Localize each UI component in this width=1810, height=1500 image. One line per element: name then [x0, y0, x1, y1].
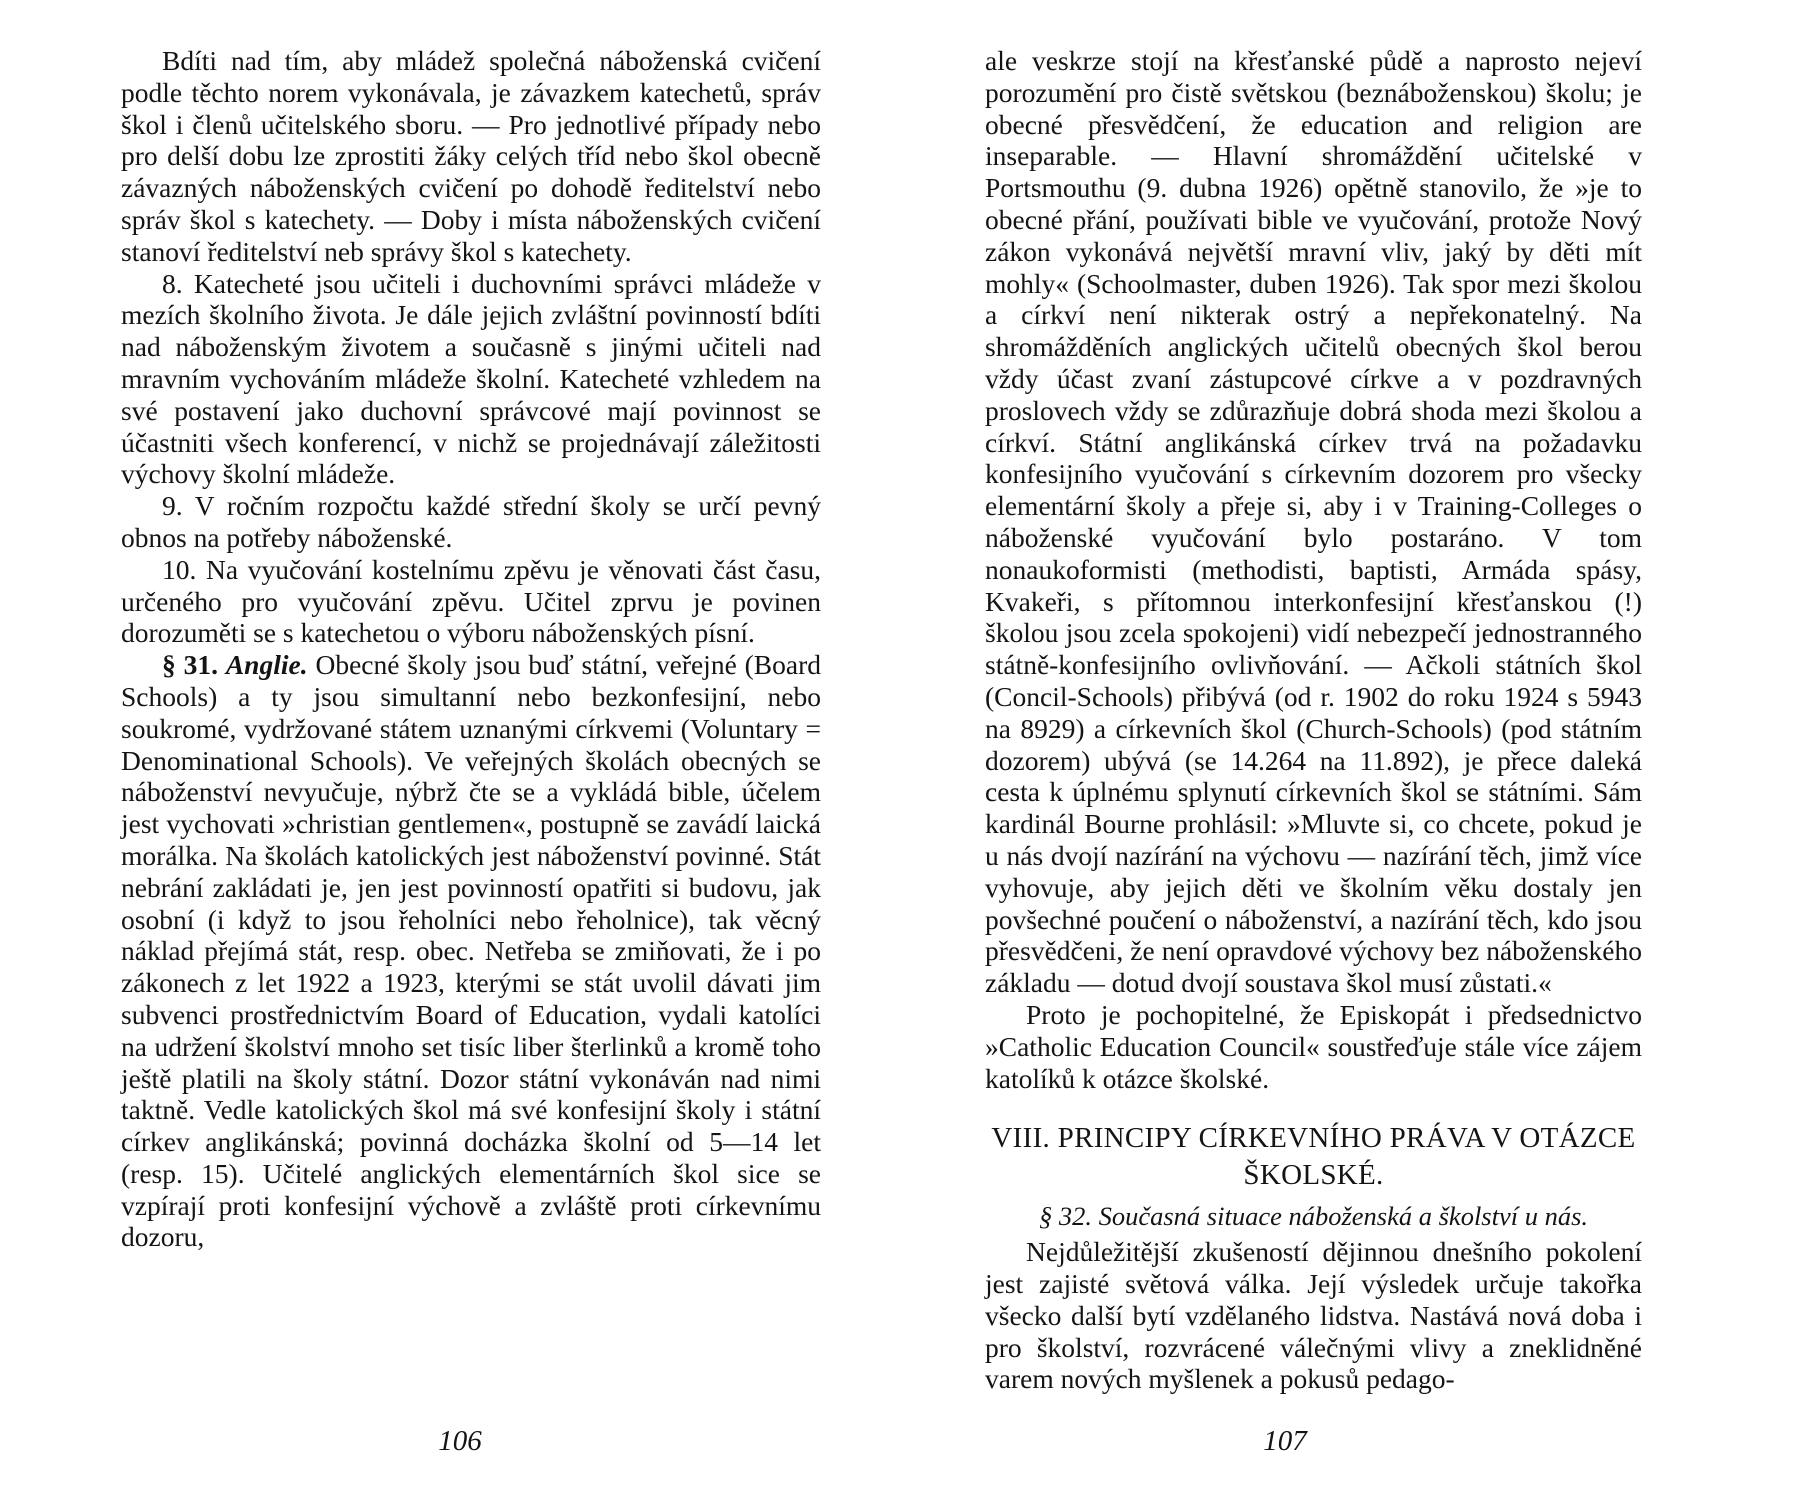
left-paragraph-4: 10. Na vyučování kostelnímu zpěvu je věnovati část času, určeného pro vyučování zpěvu. Učitel zprvu je povinen dorozuměti se s katechetou o výboru náboženských písní. — [121, 553, 821, 649]
section-32-heading — [985, 1200, 1642, 1232]
section-31-name: Anglie. — [225, 649, 308, 681]
section-32-heading-text: § 32. Současná situace náboženská a školství u nás. — [1038, 1201, 1589, 1232]
right-final-paragraph: Nejdůležitější zkušeností dějinnou dnešního pokolení jest zajisté světová válka. Její výsledek určuje takořka všecko další bytí vzdělaného lidstva. Nastává nová doba i pro školství, rozvrácené válečnými vlivy a zneklidněné varem nových myšlenek a pokusů pedago- — [985, 1236, 1642, 1395]
right-paragraph-2: Proto je pochopitelné, že Episkopát i předsednictvo »Catholic Education Council« soustřeďuje stále více zájem katolíků k otázce školské. — [985, 998, 1642, 1094]
page-number-right: 107 — [1263, 1425, 1307, 1457]
page-number-left: 106 — [438, 1425, 482, 1457]
left-paragraph-2: 8. Katecheté jsou učiteli i duchovními správci mládeže v mezích školního života. Je dále jejich zvláštní povinností bdíti nad náboženským životem a současně s jinými učiteli nad mravním vychováním mládeže školní. Katecheté vzhledem na své postavení jako duchovní správcové mají povinnost se účastniti všech konferencí, v nichž se projednávají záležitosti výchovy školní mládeže. — [121, 267, 821, 490]
right-paragraph-1: ale veskrze stojí na křesťanské půdě a naprosto nejeví porozumění pro čistě světskou (beznáboženskou) školu; je obecné přesvědčení, že education and religion are inseparable. — Hlavní shromáždění učitelské v Portsmouthu (9. dubna 1926) opětně stanovilo, že »je to obecné přání, používati bible ve vyučování, protože Nový zákon vykonává největší mravní vliv, jaký by děti mít mohly« (Schoolmaster, duben 1926). Tak spor mezi školou a církví není nikterak ostrý a nepřekonatelný. Na shromážděních anglických učitelů obecných škol berou vždy účast zvaní zástupcové církve a v pozdravných proslovech vždy se zdůrazňuje dobrá shoda mezi školou a církví. Státní anglikánská církev trvá na požadavku konfesijního vyučování s církevním dozorem pro všecky elementární školy a přeje si, aby i v Training-Colleges o náboženské vyučování bylo postaráno. V tom nonaukoformisti (methodisti, baptisti, Armáda spásy, Kvakeři, s přítomnou interkonfesijní křesťanskou (!) školou jsou zcela spokojeni) vidí nebezpečí jednostranného státně-konfesijního ovlivňování. — Ačkoli státních škol (Concil-Schools) přibývá (od r. 1902 do roku 1924 s 5943 na 8929) a církevních škol (Church-Schools) (pod státním dozorem) ubývá (se 14.264 na 11.892), je přece daleká cesta k úplnému splynutí církevních škol se státními. Sám kardinál Bourne prohlásil: »Mluvte si, co chcete, pokud je u nás dvojí nazírání na výchovu — nazírání těch, jimž více vyhovuje, aby jejich děti ve školním věku dostaly jen povšechné poučení o náboženství, a nazírání těch, kdo jsou přesvědčeni, že není opravdové výchovy bez náboženského základu — dotud dvojí soustava škol musí zůstati.« — [985, 45, 1642, 999]
section-31-text: Obecné školy jsou buď státní, veřejné (Board Schools) a ty jsou simultanní nebo bezkonfesijní, nebo soukromé, vydržované státem uznanými církvemi (Voluntary = Denominational Schools). Ve veřejných školách obecných se náboženství nevyučuje, nýbrž čte se a vykládá bible, účelem jest vychovati »christian gentlemen«, postupně se zavádí laická morálka. Na školách katolických jest náboženství povinné. Stát nebrání zakládati je, jen jest povinností opatřiti si budovu, jak osobní (i když to jsou řeholníci nebo řeholnice), tak věcný náklad přejímá stát, resp. obec. Netřeba se zmiňovati, že i po zákonech z let 1922 a 1923, kterými se stát uvolil dávati jim subvenci prostřednictvím Board of Education, vydali katolíci na udržení školství mnoho set tisíc liber šterlinků a kromě toho ještě platili na školy státní. Dozor státní vykonáván nad nimi taktně. Vedle katolických škol má své konfesijní školy i státní církev anglikánská; povinná docházka školní od 5—14 let (resp. 15). Učitelé anglických elementárních škol sice se vzpírají proti konfesijní výchově a zvláště proti církevnímu dozoru, — [121, 649, 822, 1253]
left-paragraph-3: 9. V ročním rozpočtu každé střední školy se určí pevný obnos na potřeby náboženské. — [121, 490, 821, 553]
chapter-heading: VIII. PRINCIPY CÍRKEVNÍHO PRÁVA V OTÁZCE ŠKOLSKÉ. — [991, 1122, 1636, 1192]
section-31-paragraph — [121, 649, 821, 1253]
section-31-number: § 31. — [162, 649, 218, 681]
right-page — [905, 0, 1810, 1500]
left-text-column — [121, 45, 821, 1253]
right-text-column — [985, 45, 1642, 1395]
left-paragraph-1: Bdíti nad tím, aby mládež společná náboženská cvičení podle těchto norem vykonávala, je závazkem katechetů, správ škol i členů učitelského sboru. — Pro jednotlivé případy nebo pro delší dobu lze zprostiti žáky celých tříd nebo škol obecně závazných náboženských cvičení po dohodě ředitelství nebo správ škol s katechety. — Doby i místa náboženských cvičení stanoví ředitelství neb správy škol s katechety. — [121, 45, 821, 267]
